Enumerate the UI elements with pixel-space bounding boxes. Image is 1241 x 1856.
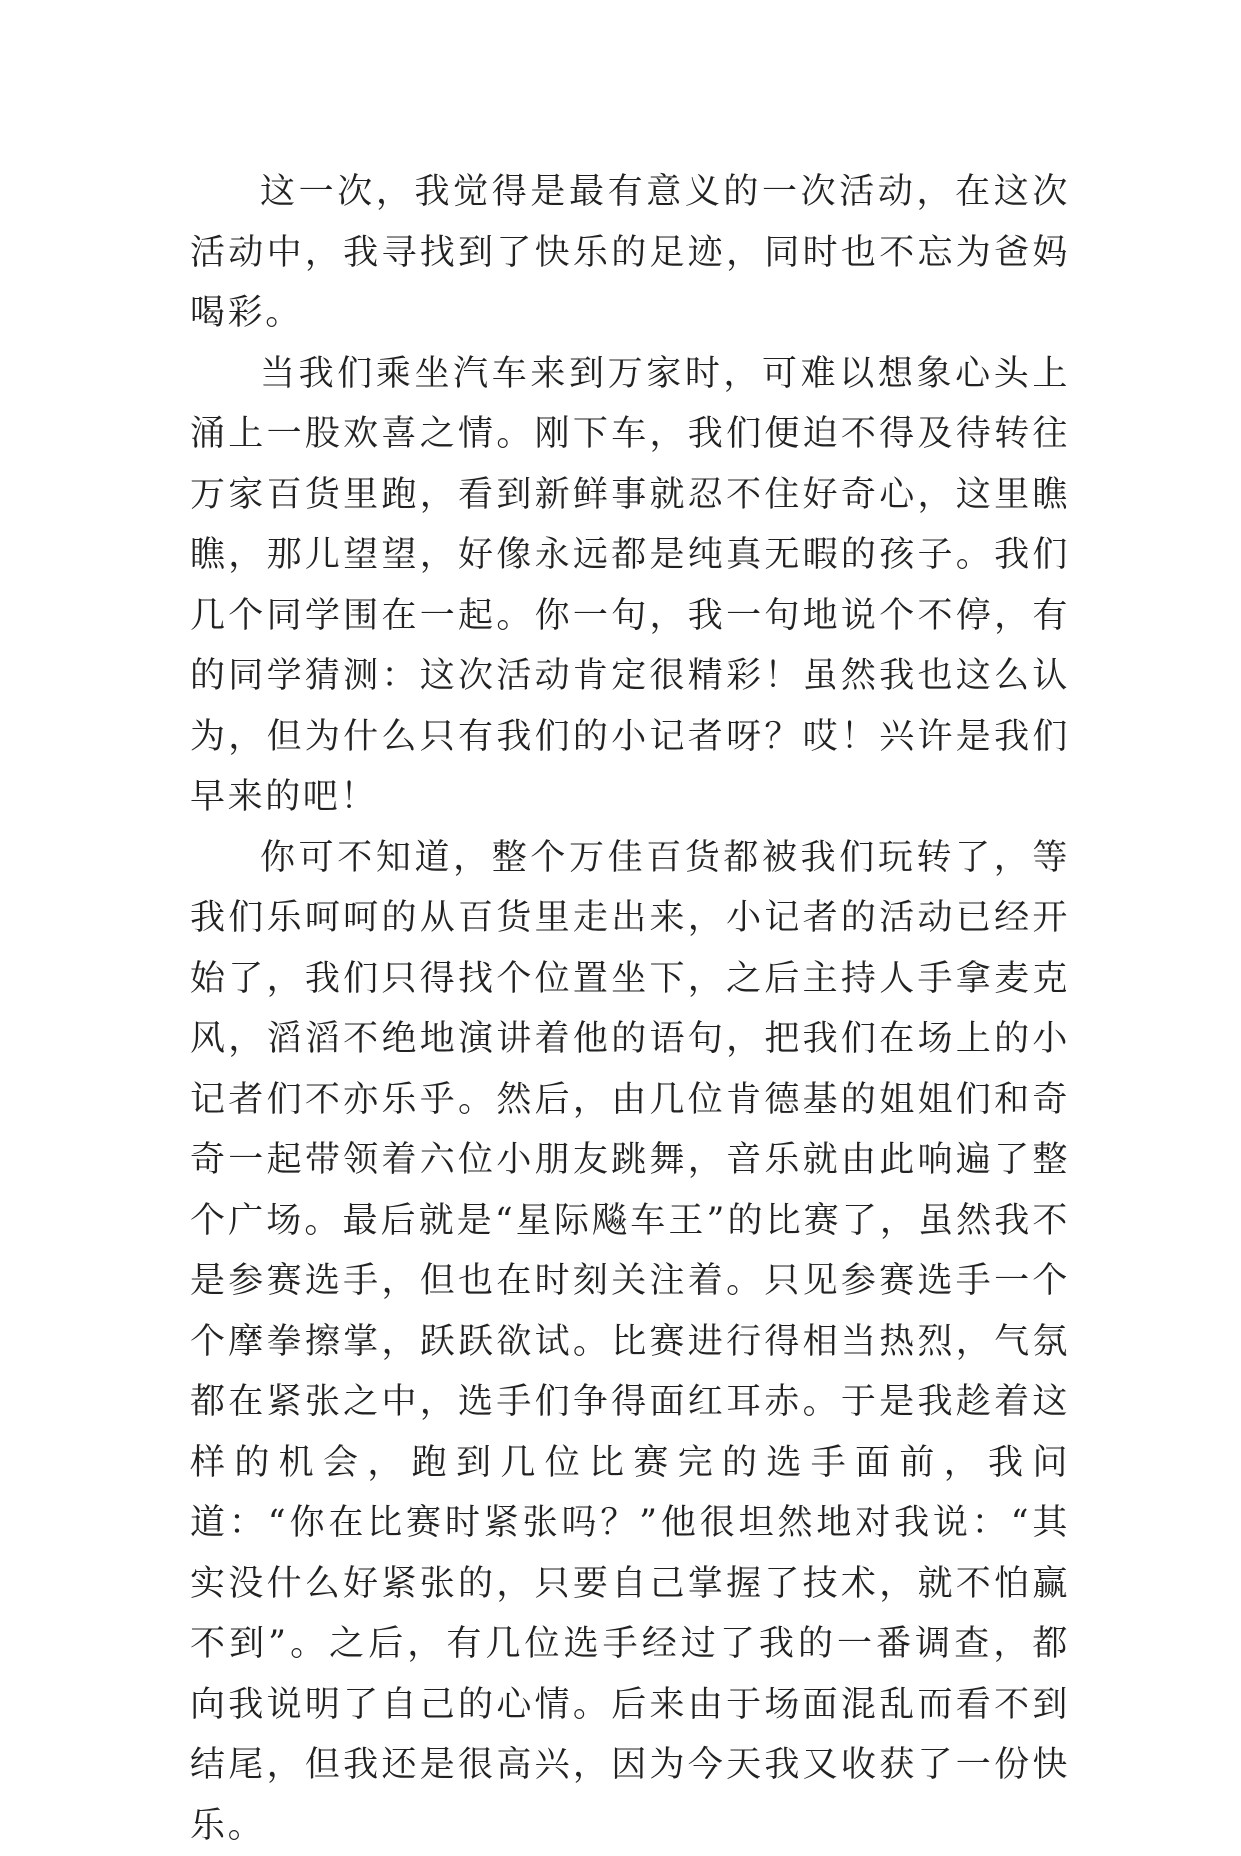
paragraph-1: 这一次，我觉得是最有意义的一次活动，在这次活动中，我寻找到了快乐的足迹，同时也不忘为爸妈喝彩。 [190,162,1070,344]
paragraph-2: 当我们乘坐汽车来到万家时，可难以想象心头上涌上一股欢喜之情。刚下车，我们便迫不得及待转往万家百货里跑，看到新鲜事就忍不住好奇心，这里瞧瞧，那儿望望，好像永远都是纯真无暇的孩子。我们几个同学围在一起。你一句，我一句地说个不停，有的同学猜测：这次活动肯定很精彩！虽然我也这么认为，但为什么只有我们的小记者呀？哎！兴许是我们早来的吧！ [190,344,1070,828]
document-body [190,162,1070,1856]
paragraph-3: 你可不知道，整个万佳百货都被我们玩转了，等我们乐呵呵的从百货里走出来，小记者的活动已经开始了，我们只得找个位置坐下，之后主持人手拿麦克风，滔滔不绝地演讲着他的语句，把我们在场上的小记者们不亦乐乎。然后，由几位肯德基的姐姐们和奇奇一起带领着六位小朋友跳舞，音乐就由此响遍了整个广场。最后就是“星际飚车王”的比赛了，虽然我不是参赛选手，但也在时刻关注着。只见参赛选手一个个摩拳擦掌，跃跃欲试。比赛进行得相当热烈，气氛都在紧张之中，选手们争得面红耳赤。于是我趁着这样的机会，跑到几位比赛完的选手面前，我问道：“你在比赛时紧张吗？”他很坦然地对我说：“其实没什么好紧张的，只要自己掌握了技术，就不怕赢不到”。之后，有几位选手经过了我的一番调查，都向我说明了自己的心情。后来由于场面混乱而看不到结尾，但我还是很高兴，因为今天我又收获了一份快乐。 [190,828,1070,1856]
